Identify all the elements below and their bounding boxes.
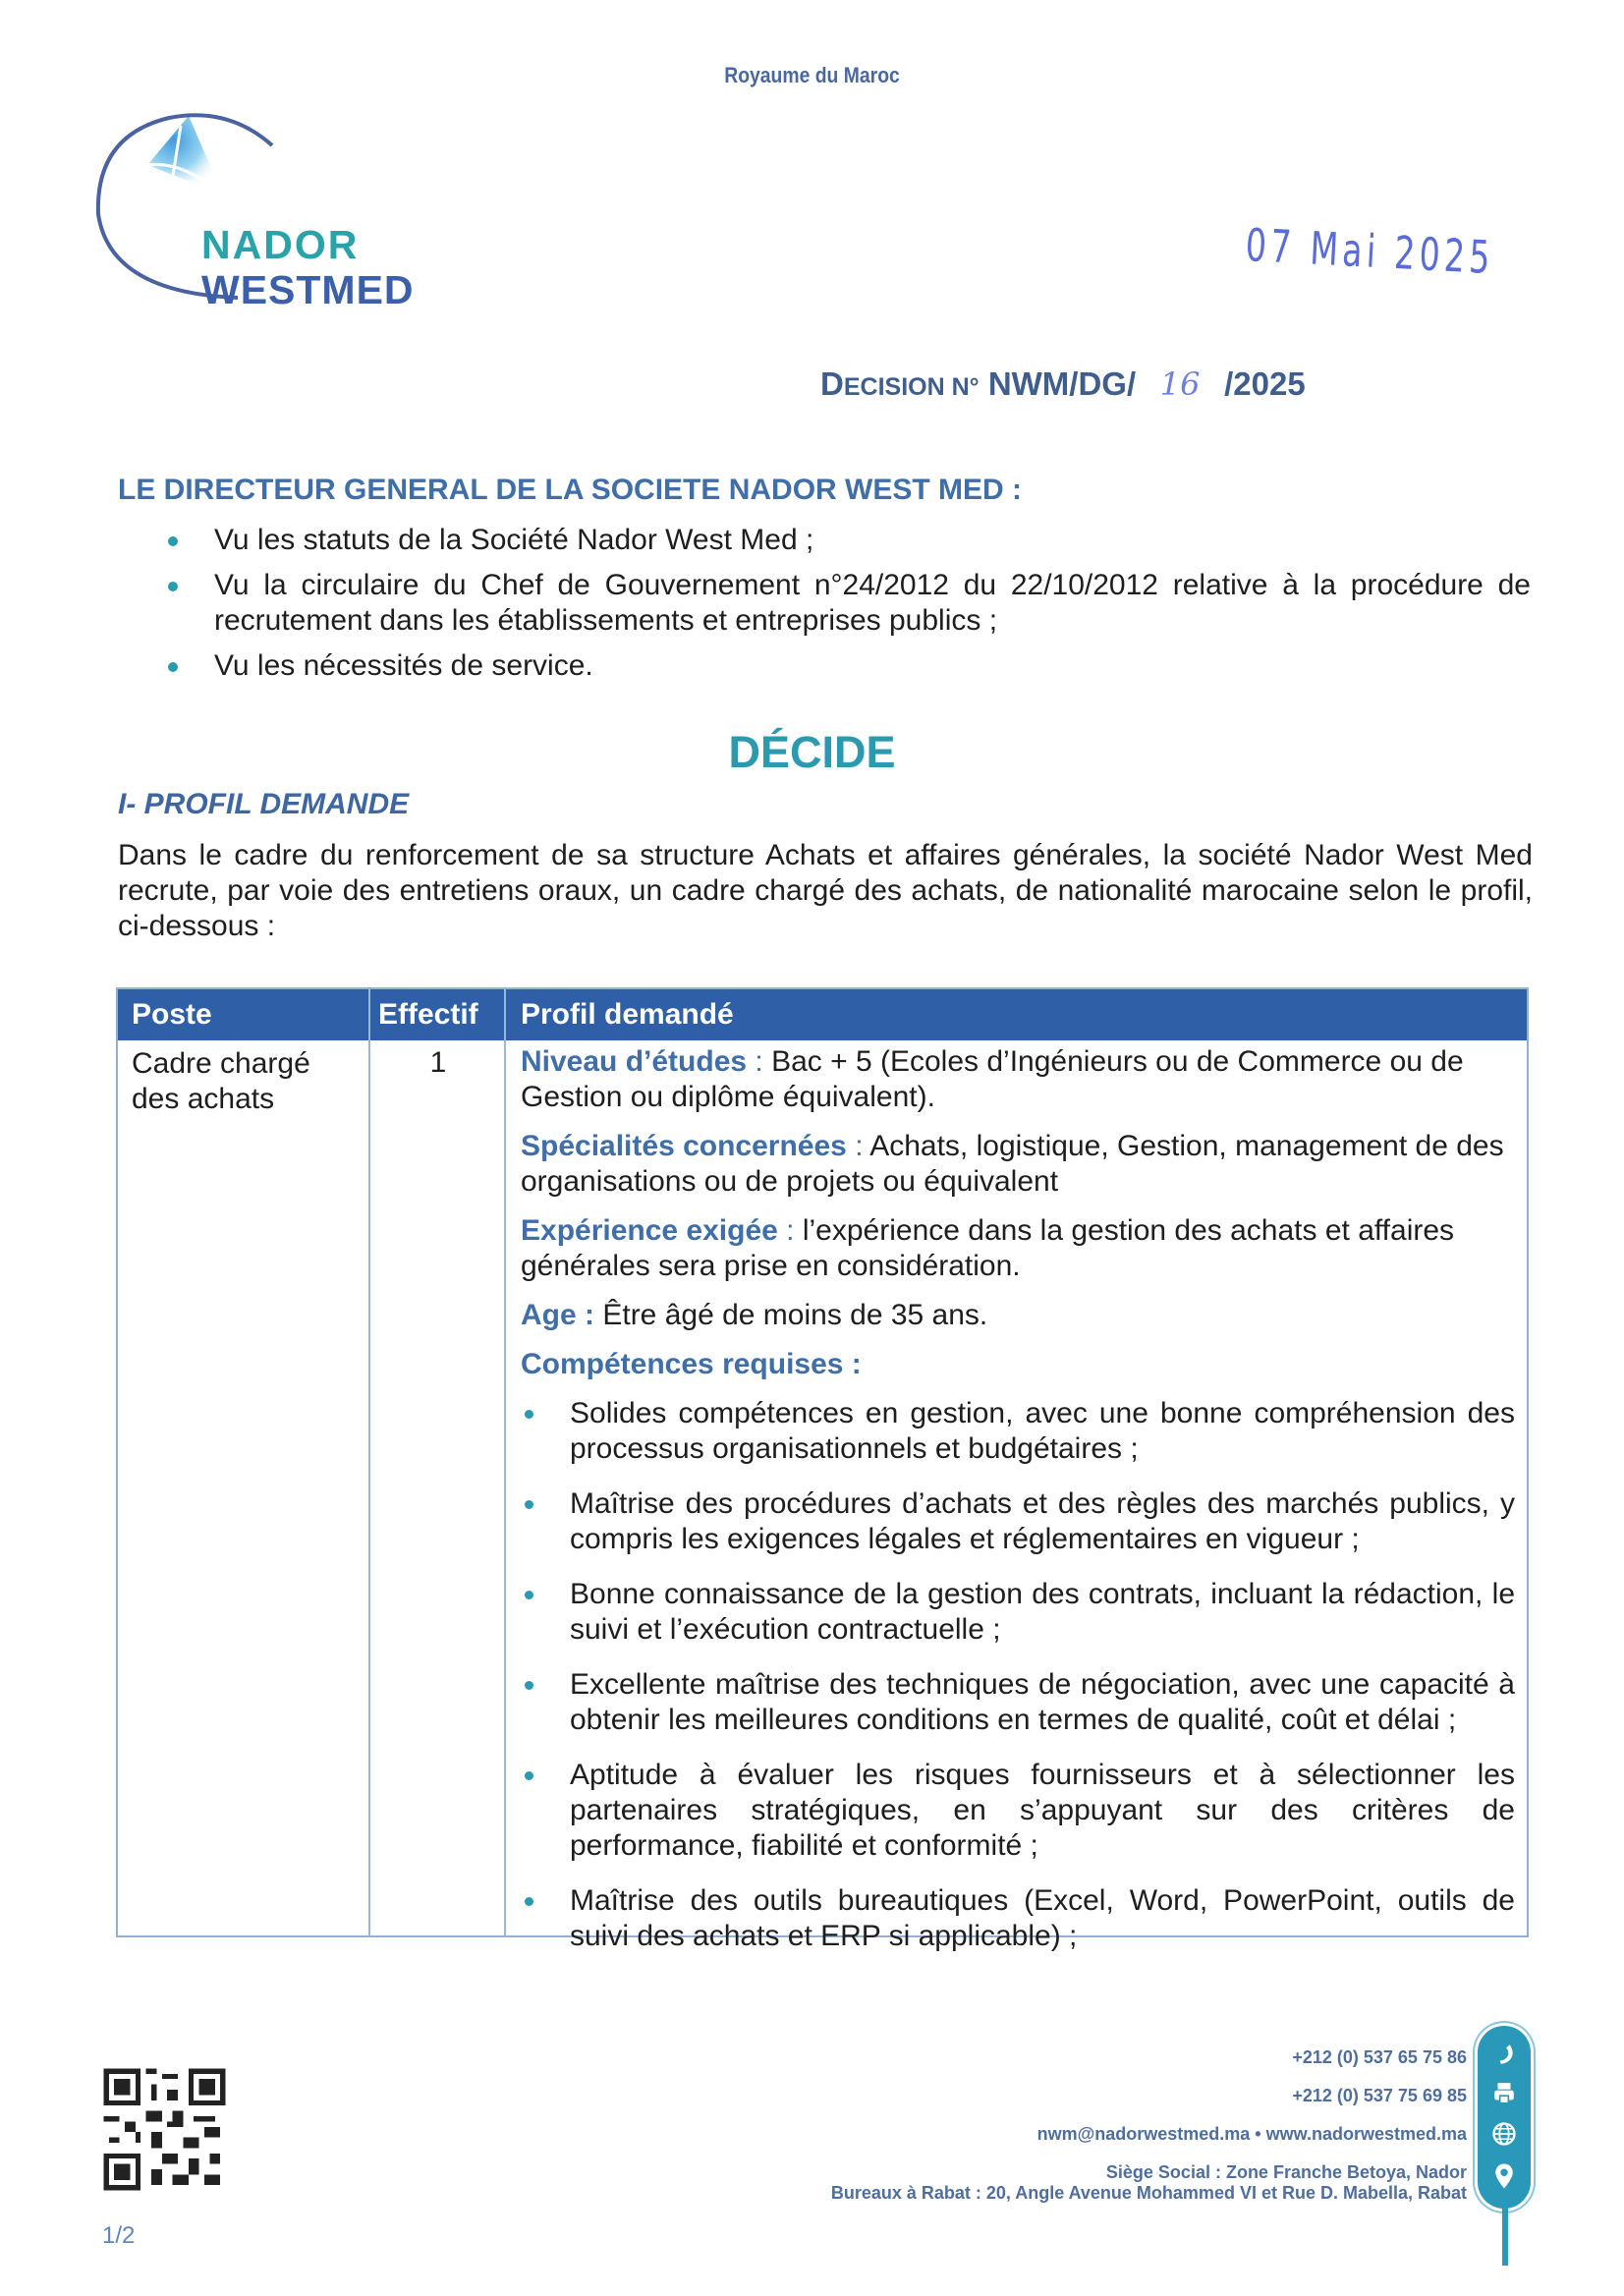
competence-text: Maîtrise des outils bureautiques (Excel, Word, PowerPoint, outils de suivi des achats et ERP si applicable) ;	[570, 1884, 1515, 1952]
preamble-list	[0, 523, 1624, 694]
competence-text: Aptitude à évaluer les risques fournisseurs et à sélectionner les partenaires stratégiques, en s’appuyant sur des critères de performance, fiabilité et conformité ;	[570, 1759, 1515, 1862]
cell-poste: Cadre chargé des achats	[132, 1047, 310, 1115]
field-label: Spécialités concernées	[521, 1130, 847, 1162]
field-age	[521, 1298, 1515, 1333]
decision-prefix-small: ECISION N°	[843, 373, 980, 401]
bullet-icon	[525, 1500, 533, 1509]
footer-web	[831, 2124, 1467, 2145]
footer-separator: •	[1255, 2124, 1261, 2144]
fax-icon	[1478, 2081, 1531, 2106]
kingdom-label: Royaume du Maroc	[724, 63, 900, 87]
field-sep: :	[777, 1214, 803, 1247]
column-divider	[504, 989, 506, 1935]
cell-effectif: 1	[429, 1046, 447, 1079]
field-experience	[521, 1213, 1515, 1284]
footer-bureaux: Bureaux à Rabat : 20, Angle Avenue Mohammed VI et Rue D. Mabella, Rabat	[830, 2183, 1467, 2203]
bullet-icon	[525, 1681, 533, 1690]
competence-item	[521, 1396, 1515, 1467]
pill-stem	[1502, 2207, 1508, 2266]
footer-siege: Siège Social : Zone Franche Betoya, Nador	[1105, 2162, 1467, 2182]
page-number: 1/2	[102, 2222, 136, 2249]
field-sep: :	[747, 1045, 772, 1078]
decision-handwritten-number: 16	[1159, 365, 1201, 403]
preamble-item	[0, 568, 1624, 639]
column-divider	[368, 989, 370, 1935]
phone-icon	[1478, 2042, 1531, 2067]
qr-code-icon[interactable]	[98, 2063, 231, 2196]
decide-heading: DÉCIDE	[728, 727, 896, 777]
decision-number	[820, 365, 1306, 403]
header-profil: Profil demandé	[521, 998, 734, 1031]
competence-text: Maîtrise des procédures d’achats et des règles des marchés publics, y compris les exigences légales et réglementaires en vigueur ;	[570, 1487, 1515, 1555]
preamble-item	[0, 523, 1624, 558]
footer-contact	[831, 2047, 1467, 2204]
field-niveau	[521, 1044, 1515, 1115]
date-stamp: 07 Mai 2025	[1244, 218, 1496, 285]
bullet-icon	[525, 1410, 533, 1419]
preamble-item-text: Vu la circulaire du Chef de Gouvernement n°24/2012 du 22/10/2012 relative à la procédure de recrutement dans les établissements et entreprises publics ;	[214, 569, 1531, 637]
contact-icons-pill	[1478, 2026, 1531, 2209]
footer-website[interactable]: www.nadorwestmed.ma	[1265, 2124, 1467, 2144]
header-poste: Poste	[132, 998, 212, 1031]
bullet-icon	[168, 536, 178, 546]
decision-ref: NWM/DG/	[987, 365, 1137, 402]
section-title: I- PROFIL DEMANDE	[118, 788, 410, 820]
preamble-item-text: Vu les statuts de la Société Nador West Med ;	[214, 524, 814, 556]
field-value: l’expérience dans la gestion des achats et affaires générales sera prise en considération.	[521, 1214, 1455, 1282]
footer-phone: +212 (0) 537 65 75 86	[1292, 2047, 1467, 2067]
bullet-icon	[525, 1771, 533, 1780]
bullet-icon	[168, 582, 178, 591]
field-label: Expérience exigée	[521, 1214, 778, 1247]
profile-table	[116, 987, 1529, 1952]
header-effectif: Effectif	[378, 998, 478, 1031]
bullet-icon	[525, 1897, 533, 1906]
competence-item	[521, 1758, 1515, 1864]
cell-profil	[521, 1044, 1515, 1974]
field-value: Achats, logistique, Gestion, management de des organisations ou de projets ou équivalent	[521, 1130, 1504, 1198]
footer-email[interactable]: nwm@nadorwestmed.ma	[1036, 2124, 1251, 2144]
competences-title: Compétences requises :	[521, 1348, 862, 1380]
competence-text: Excellente maîtrise des techniques de négociation, avec une capacité à obtenir les meilleures conditions en termes de qualité, coût et délai ;	[570, 1668, 1515, 1736]
table-header	[118, 989, 1527, 1040]
competence-item	[521, 1883, 1515, 1954]
director-heading: LE DIRECTEUR GENERAL DE LA SOCIETE NADOR WEST MED :	[118, 474, 1023, 506]
field-sep: :	[846, 1130, 870, 1162]
field-label: Niveau d’études	[521, 1045, 748, 1078]
field-value: Être âgé de moins de 35 ans.	[602, 1299, 988, 1331]
decision-year: /2025	[1224, 365, 1306, 402]
competence-item	[521, 1486, 1515, 1557]
bullet-icon	[168, 662, 178, 672]
preamble-item-text: Vu les nécessités de service.	[214, 649, 593, 682]
competence-item	[521, 1667, 1515, 1738]
logo-westmed-text: WESTMED	[201, 267, 415, 312]
competence-item	[521, 1577, 1515, 1648]
footer-fax: +212 (0) 537 75 69 85	[1292, 2086, 1467, 2105]
decision-prefix: D	[820, 365, 844, 402]
location-pin-icon	[1478, 2161, 1531, 2191]
preamble-item	[0, 648, 1624, 684]
field-value: Bac + 5 (Ecoles d’Ingénieurs ou de Commerce ou de Gestion ou diplôme équivalent).	[521, 1045, 1464, 1113]
field-label: Age :	[521, 1299, 594, 1331]
logo-nador-text: NADOR	[201, 222, 360, 267]
competence-text: Solides compétences en gestion, avec une bonne compréhension des processus organisationnels et budgétaires ;	[570, 1397, 1515, 1465]
competence-text: Bonne connaissance de la gestion des contrats, incluant la rédaction, le suivi et l’exécution contractuelle ;	[570, 1578, 1515, 1646]
globe-icon	[1478, 2120, 1531, 2148]
bullet-icon	[525, 1591, 533, 1599]
intro-paragraph: Dans le cadre du renforcement de sa structure Achats et affaires générales, la société Nador West Med recrute, par voie des entretiens oraux, un cadre chargé des achats, de nationalité marocaine selon le profil, ci-dessous :	[118, 839, 1533, 942]
field-specialites	[521, 1129, 1515, 1200]
